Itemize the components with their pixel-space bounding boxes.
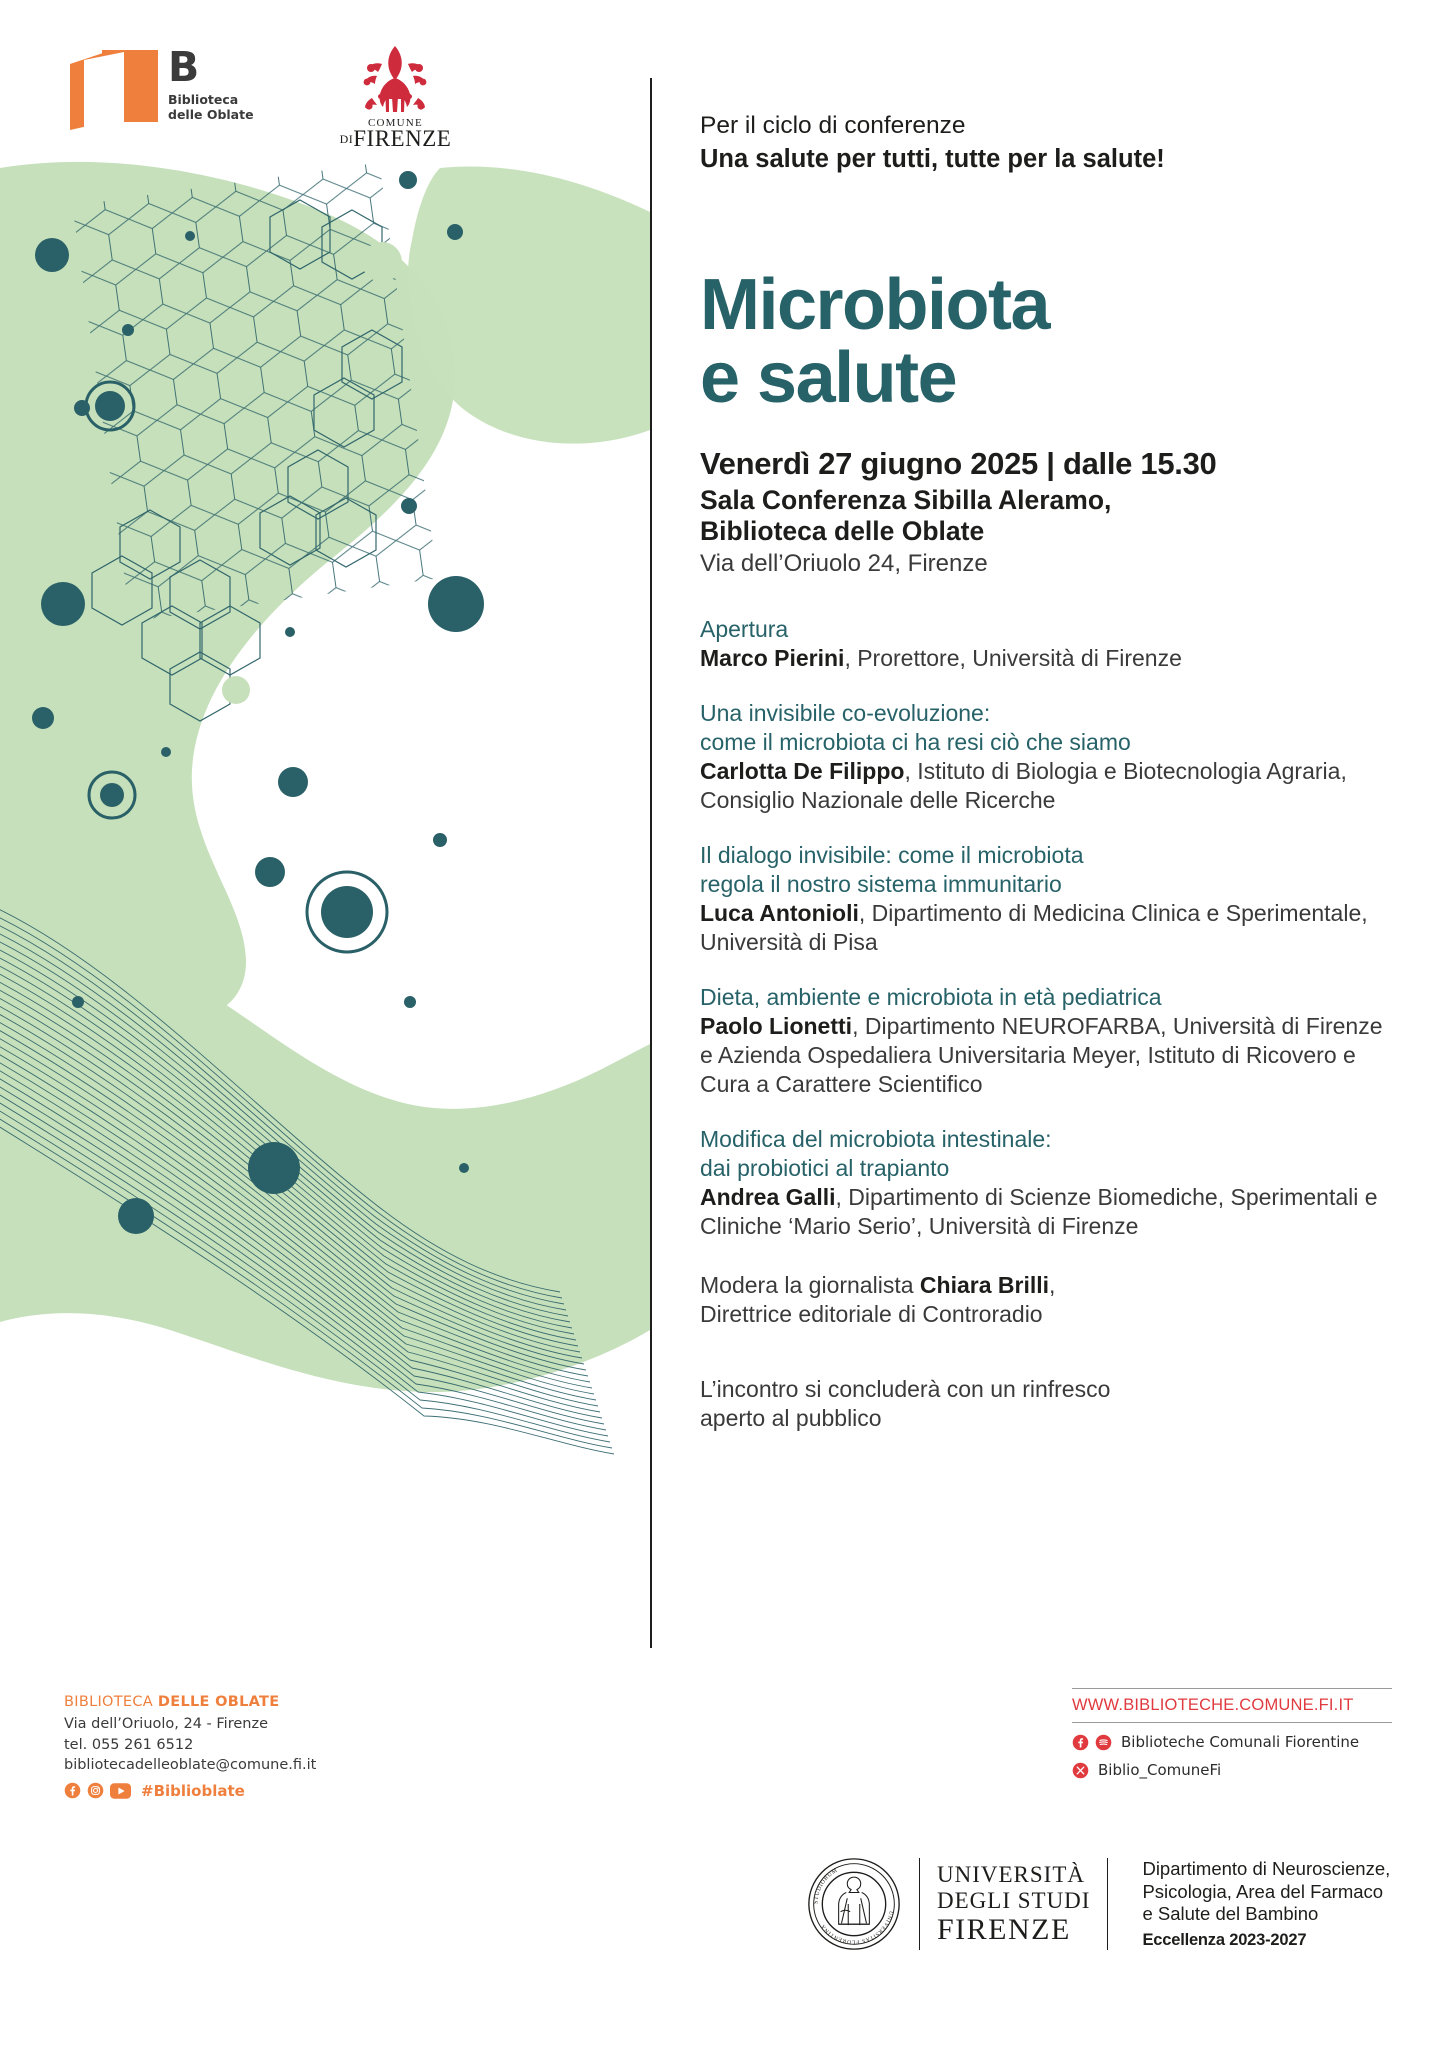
unifi-word-3: FIRENZE [937, 1912, 1071, 1946]
facebook-icon[interactable] [64, 1782, 81, 1799]
footer-email[interactable]: bibliotecadelleoblate@comune.fi.it [64, 1757, 317, 1774]
program-item [700, 699, 1400, 815]
biblioteca-delle-oblate-logo [62, 42, 254, 130]
event-address: Via dell’Oriuolo 24, Firenze [700, 550, 988, 578]
series-title: Una salute per tutti, tutte per la salute! [700, 144, 1165, 173]
footer-social-label: Biblioteche Comunali Fiorentine [1121, 1733, 1360, 1751]
oblate-logo-line1: Biblioteca [168, 91, 239, 107]
talk-speaker-block [700, 1183, 1400, 1241]
speaker-name: Paolo Lionetti [700, 1012, 853, 1039]
department-line1: Dipartimento di Neuroscienze, [1142, 1858, 1391, 1880]
talk-heading-line2: regola il nostro sistema immunitario [700, 870, 1062, 897]
footer-hashtag: #Biblioblate [141, 1781, 245, 1800]
talk-speaker-block [700, 899, 1400, 957]
florentine-lily-icon [358, 42, 432, 116]
oblate-wordmark [168, 42, 254, 122]
unifi-divider-2 [1107, 1858, 1108, 1950]
footer-social-row [64, 1782, 484, 1800]
talk-heading: Una invisibile co-evoluzione: [700, 700, 991, 727]
program-item [700, 1125, 1400, 1241]
logo-row [62, 42, 451, 150]
unifi-footer-bar [806, 1856, 1390, 1952]
speaker-name: Carlotta De Filippo [700, 758, 905, 785]
moderator-name: Chiara Brilli [919, 1271, 1050, 1298]
department-block [1142, 1858, 1390, 1950]
moderator-suffix: , [1049, 1271, 1056, 1298]
footer-web-contact [1072, 1688, 1392, 1779]
firenze-word: FIRENZE [353, 126, 452, 151]
svg-text:UNIVERSITAS FLORENTINA: UNIVERSITAS FLORENTINA [820, 1910, 894, 1945]
unifi-divider-1 [919, 1858, 920, 1950]
series-eyebrow: Per il ciclo di conferenze [700, 112, 966, 139]
svg-text:STUDIORUM: STUDIORUM [813, 1867, 839, 1905]
talk-speaker-block [700, 1012, 1400, 1099]
unifi-wordmark [937, 1862, 1090, 1946]
speaker-name: Luca Antonioli [700, 899, 859, 926]
unifi-word-2: DEGLI STUDI [937, 1887, 1091, 1913]
department-excellence-badge: Eccellenza 2023-2027 [1142, 1930, 1307, 1949]
footer-address: Via dell’Oriuolo, 24 - Firenze [64, 1716, 268, 1732]
program-item [700, 841, 1400, 957]
comune-di-firenze-logo [340, 42, 452, 150]
talk-heading-line2: dai probiotici al trapianto [700, 1154, 950, 1181]
firenze-prefix: DI [339, 132, 354, 146]
unifi-word-1: UNIVERSITÀ [937, 1862, 1085, 1888]
footer-rule-bottom [1072, 1722, 1392, 1723]
talk-heading: Apertura [700, 616, 789, 643]
oblate-logo-letter: B [168, 43, 199, 91]
footer-name-bold: DELLE OBLATE [157, 1694, 280, 1710]
talk-speaker-block [700, 757, 1400, 815]
talk-heading: Dieta, ambiente e microbiota in età pediatrica [700, 983, 1162, 1010]
footer-website-url[interactable]: WWW.BIBLIOTECHE.COMUNE.FI.IT [1072, 1696, 1354, 1714]
footer-phone: tel. 055 261 6512 [64, 1736, 194, 1753]
venue-line2: Biblioteca delle Oblate [700, 516, 985, 547]
speaker-affiliation: , Istituto di Biologia e Biotecnologia Agraria, Consiglio Nazionale delle Ricerche [700, 758, 1347, 814]
talk-heading: Modifica del microbiota intestinale: [700, 1125, 1052, 1152]
moderator-role: Direttrice editoriale di Controradio [700, 1300, 1043, 1327]
event-venue [700, 485, 1400, 548]
closing-line1: L’incontro si concluderà con un rinfresco [700, 1375, 1111, 1402]
footer-library-contact [64, 1694, 484, 1800]
event-title-line2: e salute [700, 338, 957, 419]
comune-label: COMUNE [368, 117, 423, 129]
decorative-artwork-panel [0, 0, 650, 1650]
instagram-icon[interactable] [87, 1782, 104, 1799]
event-date: Venerdì 27 giugno 2025 | dalle 15.30 [700, 445, 1217, 481]
talk-heading: Il dialogo invisibile: come il microbiota [700, 842, 1084, 868]
unifi-seal-icon [806, 1856, 902, 1952]
event-title-line1: Microbiota [700, 264, 1050, 345]
closing-line2: aperto al pubblico [700, 1404, 882, 1431]
speaker-affiliation: , Dipartimento di Medicina Clinica e Sperimentale, Università di Pisa [700, 899, 1368, 955]
closing-note [700, 1375, 1400, 1433]
program-item [700, 983, 1400, 1099]
moderator-prefix: Modera la giornalista [700, 1271, 920, 1298]
footer-library-name [64, 1694, 484, 1710]
speaker-name: Marco Pierini [700, 645, 845, 672]
speaker-affiliation: , Dipartimento NEUROFARBA, Università di Firenze e Azienda Ospedaliera Universitaria Meyer, Istituto di Ricovero e Cura a Carattere Scientifico [700, 1012, 1383, 1097]
talk-speaker-block [700, 644, 1400, 673]
threads-icon[interactable] [1095, 1734, 1112, 1751]
speaker-affiliation: , Prorettore, Università di Firenze [844, 645, 1182, 672]
footer-social-row [1072, 1733, 1392, 1751]
venue-line1: Sala Conferenza Sibilla Aleramo, [700, 484, 1112, 515]
youtube-icon[interactable] [110, 1783, 131, 1799]
talk-heading-line2: come il microbiota ci ha resi ciò che siamo [700, 729, 1131, 756]
firenze-label [340, 127, 452, 150]
footer-social-label: Biblio_ComuneFi [1098, 1761, 1222, 1779]
footer-name-light: BIBLIOTECA [64, 1694, 158, 1710]
main-content-column [700, 110, 1400, 1433]
moderator-block [700, 1271, 1400, 1329]
open-book-mark-icon [62, 42, 158, 130]
oblate-logo-line2: delle Oblate [168, 106, 254, 122]
program-list [700, 615, 1400, 1240]
speaker-name: Andrea Galli [700, 1183, 836, 1210]
speaker-affiliation: , Dipartimento di Scienze Biomediche, Sperimentali e Cliniche ‘Mario Serio’, Università di Firenze [700, 1183, 1378, 1239]
department-line3: e Salute del Bambino [1142, 1903, 1319, 1925]
facebook-icon[interactable] [1072, 1734, 1089, 1751]
vertical-divider [650, 78, 652, 1648]
artwork-svg [0, 0, 650, 1650]
program-item [700, 615, 1400, 673]
department-line2: Psicologia, Area del Farmaco [1142, 1880, 1384, 1902]
x-twitter-icon[interactable] [1072, 1762, 1089, 1779]
page-title [700, 264, 1400, 419]
footer-social-row [1072, 1761, 1392, 1779]
